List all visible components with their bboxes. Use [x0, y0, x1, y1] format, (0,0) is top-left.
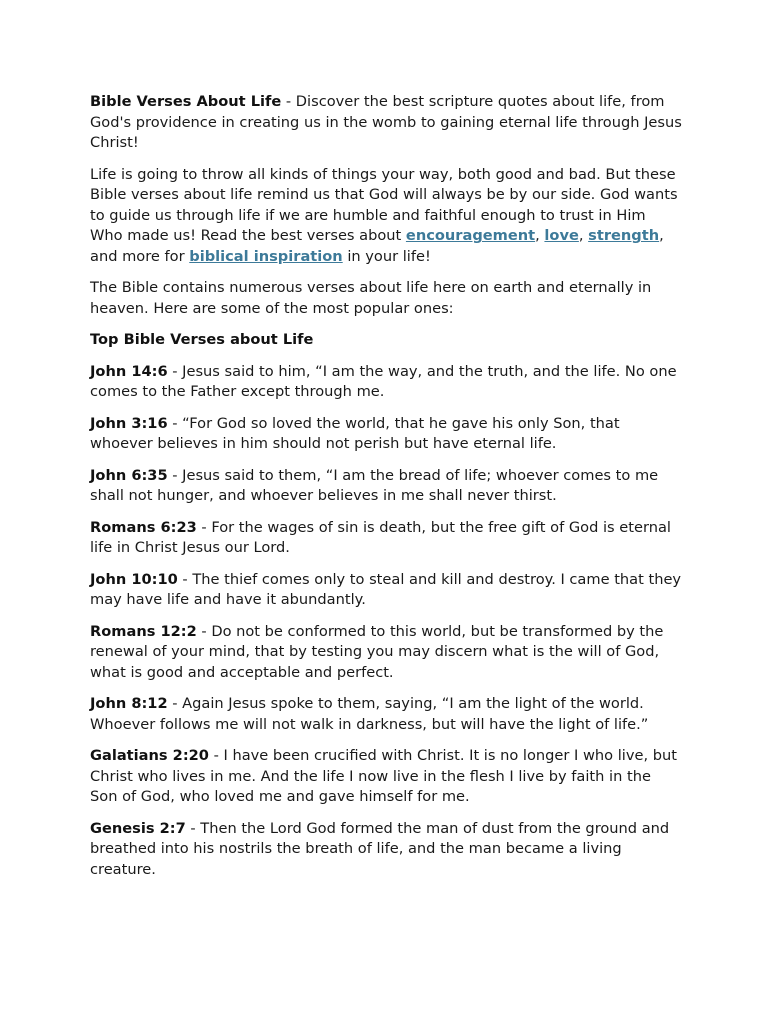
intro-paragraph: [90, 92, 682, 154]
verse-text: - Do not be conformed to this world, but be transformed by the renewal of your mind, that by testing you may discern what is the will of God, what is good and acceptable and perfect.: [90, 622, 664, 681]
verse-reference: Romans 6:23: [90, 518, 197, 536]
verse-item: [90, 362, 682, 403]
verse-item: [90, 819, 682, 881]
context-paragraph: The Bible contains numerous verses about life here on earth and eternally in heaven. Here are some of the most popular ones:: [90, 279, 652, 317]
verse-item: [90, 622, 682, 684]
verse-reference: John 3:16: [90, 414, 168, 432]
separator: , and more for: [90, 227, 664, 265]
verse-reference: Genesis 2:7: [90, 819, 186, 837]
overview-paragraph: [90, 165, 682, 268]
overview-text: Life is going to throw all kinds of things your way, both good and bad. But these Bible verses about life remind us that God will always be by our side. God wants to guide us through life if we are humble and faithful enough to trust in Him Who made us! Read the best verses about: [90, 165, 678, 245]
strength-link[interactable]: strength: [588, 227, 660, 245]
encouragement-link[interactable]: encouragement: [405, 227, 536, 245]
separator: ,: [535, 227, 545, 245]
verse-text: - Jesus said to him, “I am the way, and the truth, and the life. No one comes to the Father except through me.: [90, 362, 677, 401]
verse-reference: Romans 12:2: [90, 622, 197, 640]
section-heading-text: Top Bible Verses about Life: [90, 331, 314, 349]
verse-item: [90, 570, 682, 611]
verse-item: [90, 694, 682, 735]
verse-reference: John 6:35: [90, 466, 168, 484]
verse-text: - The thief comes only to steal and kill and destroy. I came that they may have life and have it abundantly.: [90, 570, 682, 609]
verse-text: - I have been crucified with Christ. It is no longer I who live, but Christ who lives in me. And the life I now live in the flesh I live by faith in the Son of God, who loved me and gave himself for me.: [90, 747, 677, 806]
verse-text: - Jesus said to them, “I am the bread of life; whoever comes to me shall not hunger, and whoever believes in me shall never thirst.: [90, 466, 659, 505]
intro-text: - Discover the best scripture quotes about life, from God's providence in creating us in the womb to gaining eternal life through Jesus Christ!: [90, 93, 682, 152]
verse-reference: John 8:12: [90, 695, 168, 713]
verse-item: [90, 518, 682, 559]
verse-reference: Galatians 2:20: [90, 747, 209, 765]
document-body: [90, 92, 682, 891]
verse-text: - “For God so loved the world, that he gave his only Son, that whoever believes in him should not perish but have eternal life.: [90, 414, 620, 453]
verse-text: - For the wages of sin is death, but the free gift of God is eternal life in Christ Jesus our Lord.: [90, 518, 671, 557]
verse-item: [90, 414, 682, 455]
verse-text: - Then the Lord God formed the man of dust from the ground and breathed into his nostrils the breath of life, and the man became a living creature.: [90, 819, 670, 878]
verse-reference: John 10:10: [90, 570, 178, 588]
intro-title: Bible Verses About Life: [90, 93, 282, 110]
verse-reference: John 14:6: [90, 362, 168, 380]
verse-item: [90, 746, 682, 808]
overview-text-end: in your life!: [342, 247, 431, 265]
verse-text: - Again Jesus spoke to them, saying, “I am the light of the world. Whoever follows me will not walk in darkness, but will have the light of life.”: [90, 695, 649, 733]
verse-item: [90, 466, 682, 507]
section-heading: [90, 330, 682, 351]
love-link[interactable]: love: [544, 227, 579, 245]
separator: ,: [578, 227, 589, 245]
biblical-inspiration-link[interactable]: biblical inspiration: [189, 247, 343, 265]
